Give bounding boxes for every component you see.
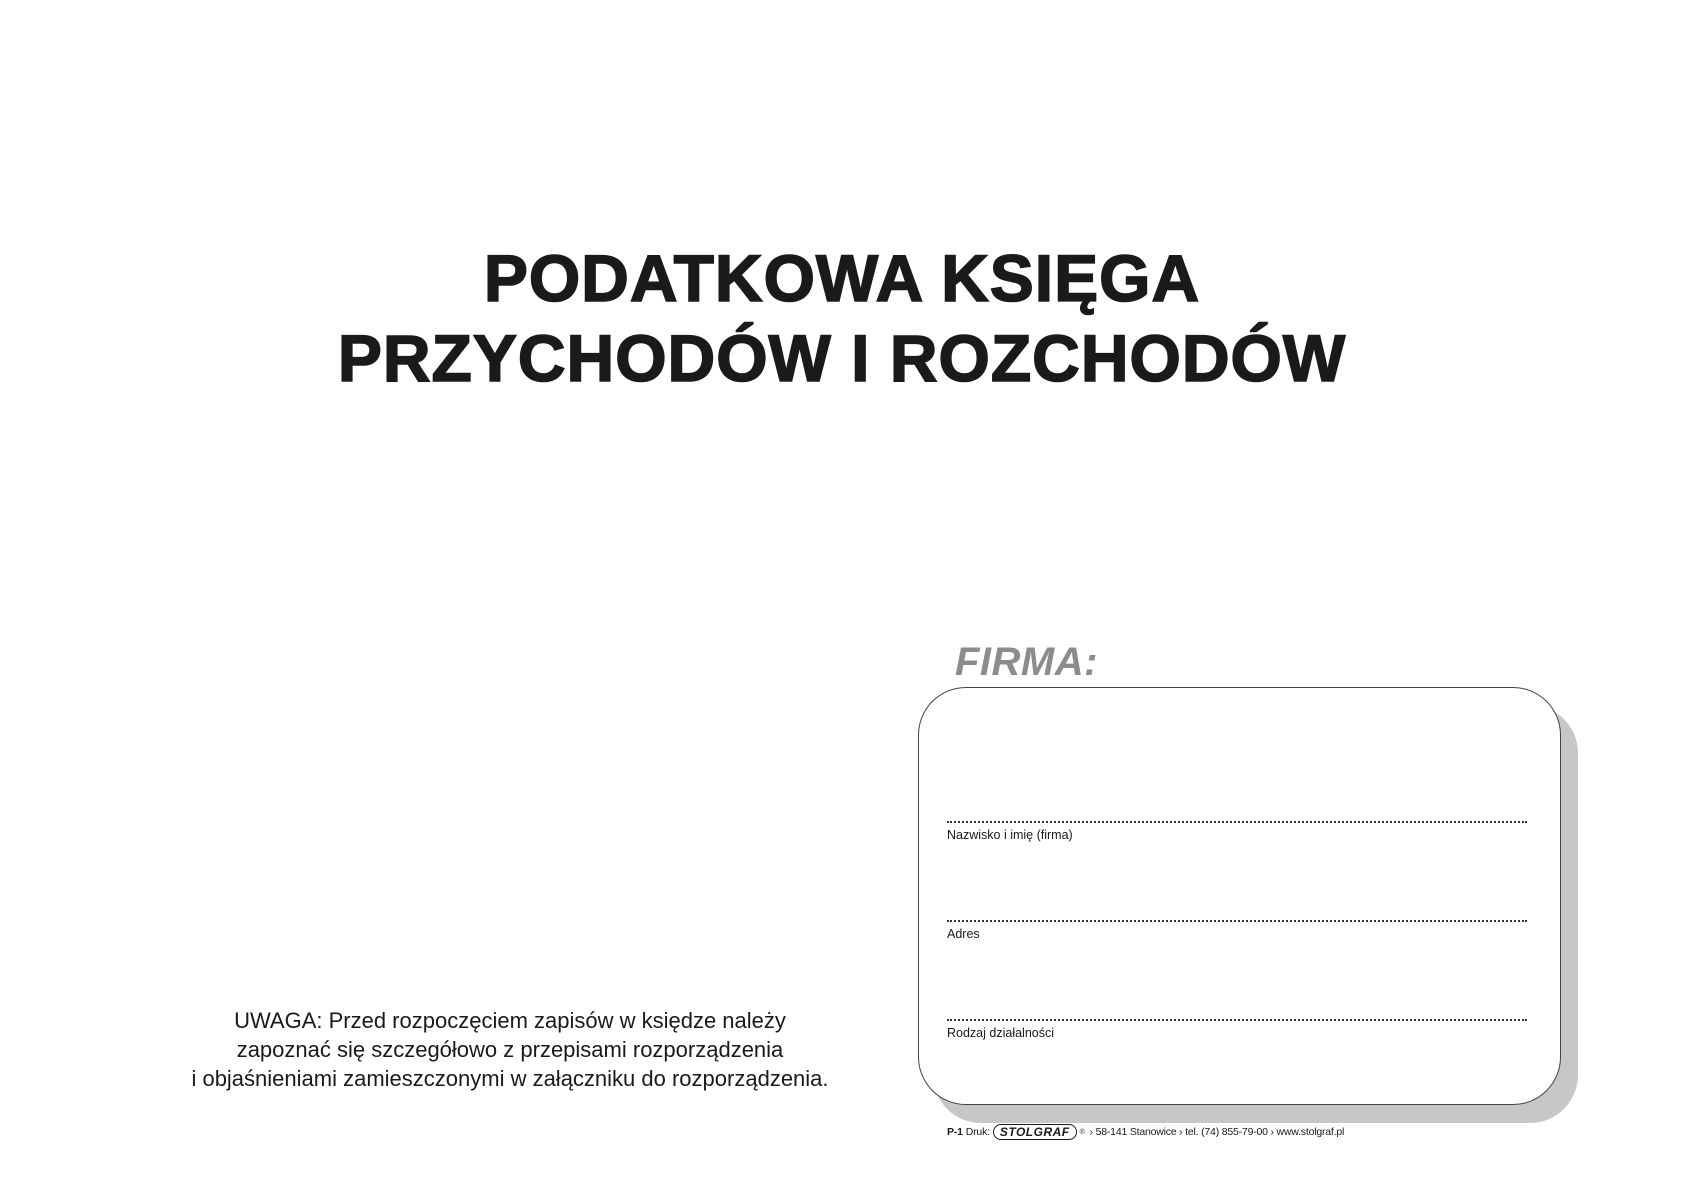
print-label: Druk: bbox=[965, 1126, 990, 1138]
title-line-1: PODATKOWA KSIĘGA bbox=[483, 241, 1201, 315]
warning-line-1: UWAGA: Przed rozpoczęciem zapisów w księdze należy bbox=[234, 1008, 786, 1033]
registered-mark: ® bbox=[1079, 1128, 1085, 1136]
dotted-line bbox=[947, 920, 1527, 922]
warning-line-2: zapoznać się szczegółowo z przepisami rozporządzenia bbox=[236, 1037, 784, 1062]
firma-address-field[interactable] bbox=[947, 920, 1527, 941]
firma-address-label: Adres bbox=[947, 927, 980, 941]
firma-label: FIRMA: bbox=[955, 640, 1098, 684]
warning-line-3: i objaśnieniami zamieszczonymi w załączniku do rozporządzenia. bbox=[191, 1066, 829, 1091]
printer-details: › 58-141 Stanowice › tel. (74) 855-79-00 › www.stolgraf.pl bbox=[1089, 1126, 1345, 1138]
firma-activity-field[interactable] bbox=[947, 1019, 1527, 1040]
firma-name-field[interactable] bbox=[947, 821, 1527, 842]
firma-name-label: Nazwisko i imię (firma) bbox=[947, 828, 1073, 842]
form-code: P-1 bbox=[947, 1126, 963, 1138]
stolgraf-logo: STOLGRAF bbox=[993, 1124, 1077, 1140]
firma-card bbox=[918, 687, 1561, 1105]
title-line-2: PRZYCHODÓW I ROZCHODÓW bbox=[337, 321, 1347, 395]
dotted-line bbox=[947, 1019, 1527, 1021]
dotted-line bbox=[947, 821, 1527, 823]
firma-activity-label: Rodzaj działalności bbox=[947, 1026, 1055, 1040]
printer-footer bbox=[947, 1124, 1344, 1140]
document-title bbox=[0, 238, 1684, 398]
warning-note bbox=[150, 1006, 870, 1093]
